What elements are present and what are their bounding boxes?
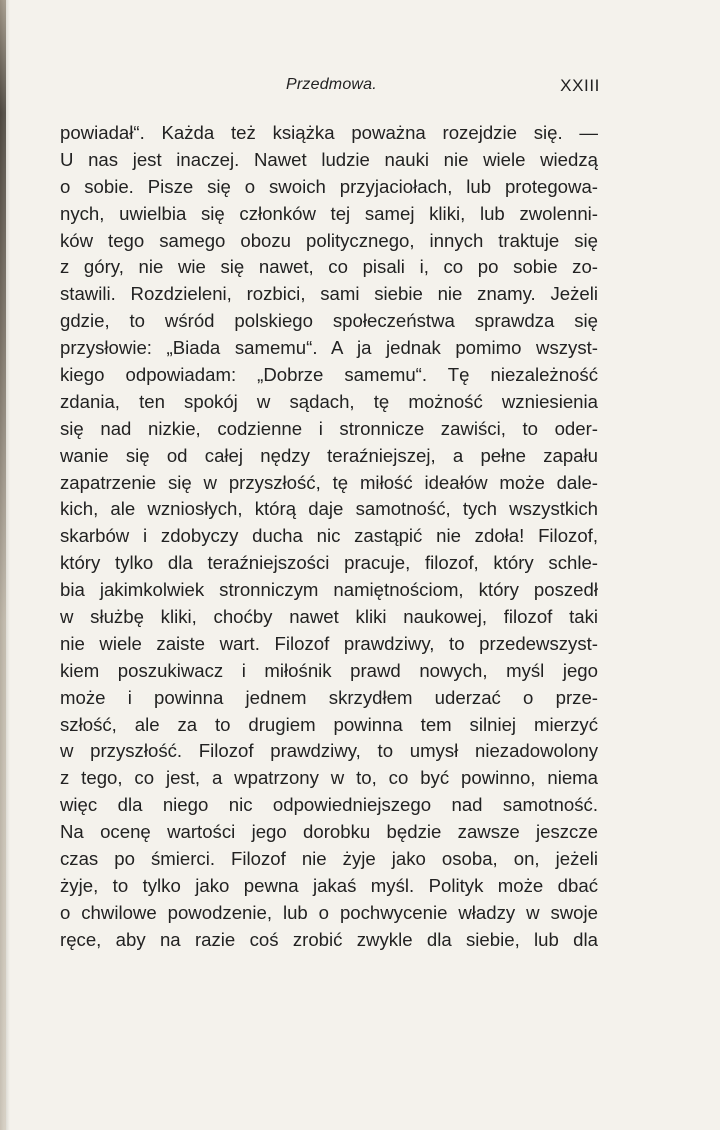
text-line: Na ocenę wartości jego dorobku będzie zawsze jeszcze [60,821,598,843]
text-line: ków tego samego obozu politycznego, innych traktuje się [60,229,598,251]
text-line: wanie się od całej nędzy teraźniejszej, a pełne zapału [60,444,598,466]
text-line: czas po śmierci. Filozof nie żyje jako osoba, on, jeżeli [60,848,598,870]
text-line: stawili. Rozdzieleni, rozbici, sami siebie nie znamy. Jeżeli [60,283,598,305]
text-line: nych, uwielbia się członków tej samej kliki, lub zwolenni- [60,202,598,224]
text-line: żyje, to tylko jako pewna jakaś myśl. Polityk może dbać [60,874,598,896]
text-line: zapatrzenie się w przyszłość, tę miłość ideałów może dale- [60,471,598,493]
text-line: z tego, co jest, a wpatrzony w to, co być powinno, niema [60,767,598,789]
text-line: kiem poszukiwacz i miłośnik prawd nowych, myśl jego [60,659,598,681]
text-line: o chwilowe powodzenie, lub o pochwycenie władzy w swoje [60,901,598,923]
page-spine-shadow [0,0,6,1130]
text-line: nie wiele zaiste wart. Filozof prawdziwy, to przedewszyst- [60,632,598,654]
text-line: może i powinna jednem skrzydłem uderzać o prze- [60,686,598,708]
text-line: w służbę kliki, choćby nawet kliki naukowej, filozof taki [60,606,598,628]
text-line: kiego odpowiadam: „Dobrze samemu“. Tę niezależność [60,364,598,386]
text-line: gdzie, to wśród polskiego społeczeństwa sprawdza się [60,310,598,332]
text-line: z góry, nie wie się nawet, co pisali i, co po sobie zo- [60,256,598,278]
text-line: ręce, aby na razie coś zrobić zwykle dla siebie, lub dla [60,928,598,950]
text-line: bia jakimkolwiek stronniczym namiętnościom, który poszedł [60,579,598,601]
text-line: zdania, ten spokój w sądach, tę możność wzniesienia [60,390,598,412]
text-line: U nas jest inaczej. Nawet ludzie nauki nie wiele wiedzą [60,148,598,170]
running-head [60,76,600,102]
text-line: skarbów i zdobyczy ducha nic zastąpić nie zdoła! Filozof, [60,525,598,547]
page-number: XXIII [560,76,600,95]
text-line: się nad nizkie, codzienne i stronnicze zawiści, to oder- [60,417,598,439]
text-line: powiadał“. Każda też książka poważna rozejdzie się. — [60,122,598,143]
text-line: szłość, ale za to drugiem powinna tem silniej mierzyć [60,713,598,735]
text-line: w przyszłość. Filozof prawdziwy, to umysł niezadowolony [60,740,598,762]
text-line: kich, ale wzniosłych, którą daje samotność, tych wszystkich [60,498,598,520]
text-line: który tylko dla teraźniejszości pracuje, filozof, który schle- [60,552,598,574]
running-title: Przedmowa. [286,76,377,93]
text-line: przysłowie: „Biada samemu“. A ja jednak pomimo wszyst- [60,337,598,359]
text-line: o sobie. Pisze się o swoich przyjaciołach, lub protegowa- [60,175,598,197]
body-text [60,120,598,954]
text-line: więc dla niego nic odpowiedniejszego nad samotność. [60,794,598,816]
